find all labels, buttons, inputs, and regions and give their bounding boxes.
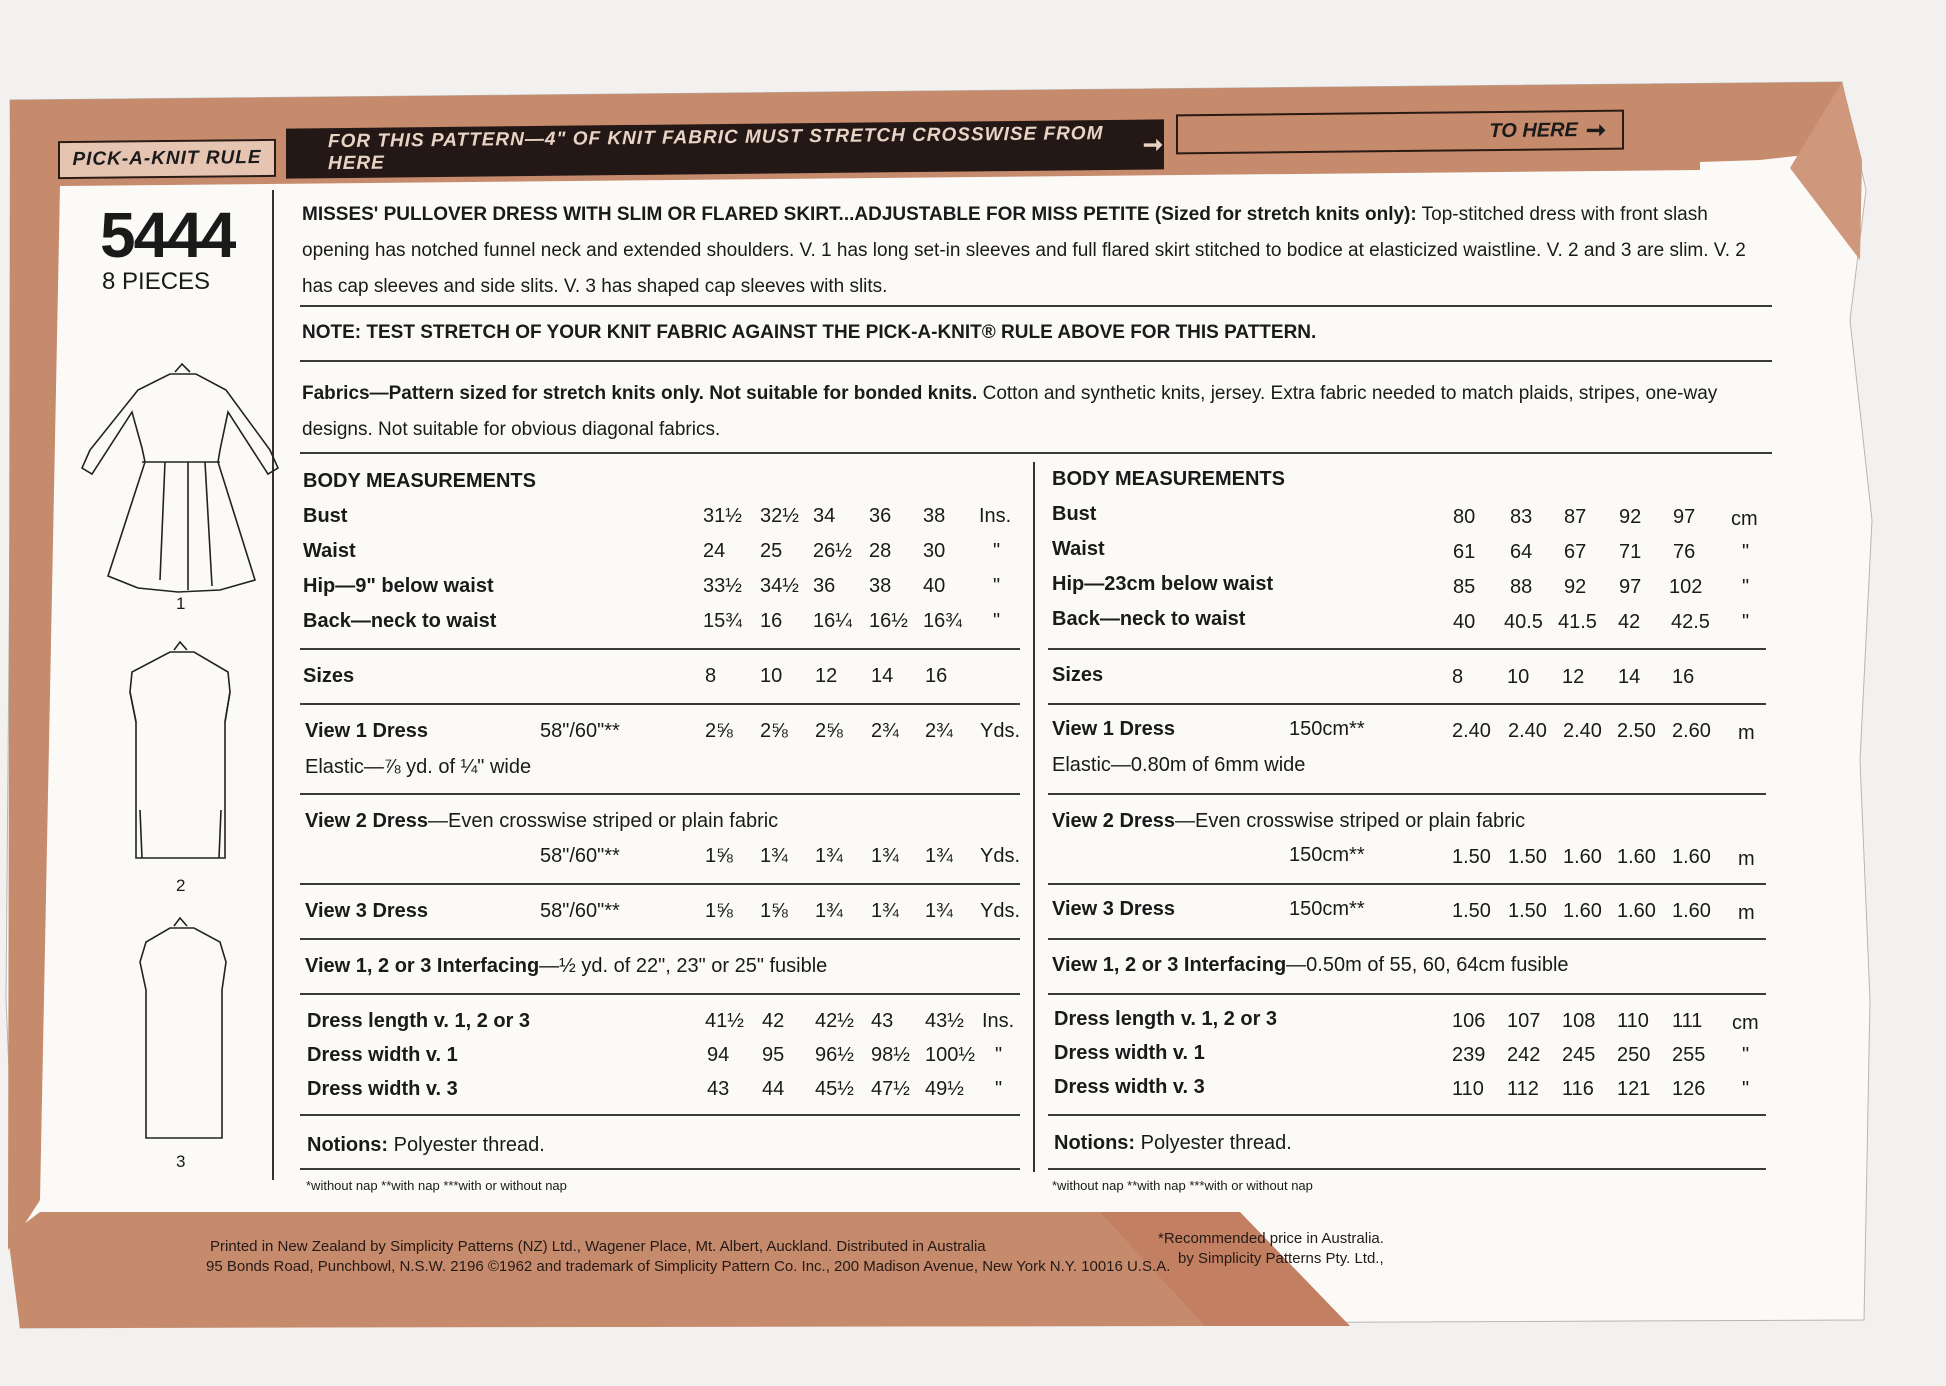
cell: 1.60	[1672, 846, 1711, 868]
divider	[300, 360, 1772, 362]
cell: 102	[1669, 576, 1703, 598]
unit: m	[1738, 848, 1755, 870]
distributor: by Simplicity Patterns Pty. Ltd.,	[1178, 1250, 1384, 1267]
metric-interfacing-label: View 1, 2 or 3 Interfacing	[1052, 954, 1287, 976]
center-column-divider	[1033, 462, 1035, 1172]
unit: Yds.	[980, 845, 1021, 867]
cell: 2.50	[1617, 720, 1656, 742]
cell: 45½	[815, 1078, 854, 1100]
cell: 2¾	[925, 720, 953, 742]
metric-interfacing	[1052, 954, 1569, 977]
cell: 30	[923, 540, 946, 562]
cell: 94	[707, 1044, 730, 1066]
imperial-view1-label: View 1 Dress	[305, 720, 429, 742]
metric-view1-label: View 1 Dress	[1052, 718, 1176, 740]
cell: 61	[1453, 541, 1476, 563]
imperial-waist-label: Waist	[303, 540, 356, 562]
metric-view2-desc: —Even crosswise striped or plain fabric	[1175, 810, 1526, 832]
cell: 16¼	[813, 610, 852, 632]
divider	[300, 1168, 1020, 1170]
divider	[1048, 1114, 1766, 1116]
imperial-view2-desc: —Even crosswise striped or plain fabric	[428, 810, 779, 832]
figure-label-2: 2	[176, 876, 186, 895]
cell: 97	[1619, 576, 1642, 598]
divider	[1048, 938, 1766, 940]
cell: 92	[1564, 576, 1587, 598]
metric-body-heading: BODY MEASUREMENTS	[1052, 468, 1285, 490]
imperial-view2-label: View 2 Dress	[305, 810, 429, 832]
cell: 40	[1453, 611, 1476, 633]
cell: 32½	[760, 505, 799, 527]
cell: 41.5	[1558, 611, 1597, 633]
unit: "	[993, 575, 1001, 597]
stretch-note: NOTE: TEST STRETCH OF YOUR KNIT FABRIC AGAINST THE PICK-A-KNIT® RULE ABOVE FOR THIS PATTERN.	[302, 322, 1317, 343]
cell: 34	[813, 505, 836, 527]
divider	[1048, 883, 1766, 885]
to-here-text: TO HERE	[1489, 118, 1578, 142]
unit: "	[1742, 1044, 1750, 1066]
imperial-interfacing-text: —½ yd. of 22", 23" or 25" fusible	[539, 955, 828, 977]
cell: 2⅝	[815, 720, 843, 742]
imperial-view2-row	[305, 810, 778, 833]
cell: 107	[1507, 1010, 1541, 1032]
cell: 38	[869, 575, 892, 597]
cell: 25	[760, 540, 783, 562]
imperial-interfacing-label: View 1, 2 or 3 Interfacing	[305, 955, 540, 977]
unit: "	[993, 610, 1001, 632]
cell: 2⅝	[705, 720, 733, 742]
metric-hip-label: Hip—23cm below waist	[1052, 573, 1274, 595]
divider	[300, 452, 1772, 454]
fabric-width: 58"/60"**	[540, 720, 620, 742]
cell: 26½	[813, 540, 852, 562]
cell: 1.60	[1617, 846, 1656, 868]
size-cell: 12	[1562, 666, 1585, 688]
cell: 40	[923, 575, 946, 597]
cell: 42	[762, 1010, 785, 1032]
size-cell: 14	[871, 665, 894, 687]
fabric-width: 150cm**	[1289, 718, 1365, 740]
cell: 242	[1507, 1044, 1541, 1066]
pattern-number: 5444	[100, 199, 235, 271]
figure-label-1: 1	[176, 594, 186, 613]
cell: 1¾	[871, 845, 899, 867]
cell: 2¾	[871, 720, 899, 742]
divider	[300, 938, 1020, 940]
cell: 34½	[760, 575, 799, 597]
imperial-elastic: Elastic—⅞ yd. of ¼" wide	[305, 756, 532, 778]
fabric-width: 58"/60"**	[540, 845, 620, 867]
unit: "	[995, 1044, 1003, 1066]
cell: 108	[1562, 1010, 1596, 1032]
cell: 1¾	[925, 845, 953, 867]
divider	[1048, 993, 1766, 995]
cell: 1¾	[815, 845, 843, 867]
unit: "	[1742, 611, 1750, 633]
imperial-view3-label: View 3 Dress	[305, 900, 429, 922]
cell: 47½	[871, 1078, 910, 1100]
figure-label-3: 3	[176, 1152, 186, 1171]
size-cell: 10	[760, 665, 783, 687]
dress-view-1-sketch	[82, 364, 278, 592]
cell: 112	[1507, 1078, 1539, 1100]
cell: 80	[1453, 506, 1476, 528]
unit: "	[1742, 576, 1750, 598]
size-cell: 14	[1618, 666, 1641, 688]
cell: 110	[1452, 1078, 1484, 1100]
cell: 1¾	[871, 900, 899, 922]
cell: 1.50	[1452, 900, 1491, 922]
cell: 116	[1562, 1078, 1594, 1100]
unit: m	[1738, 902, 1755, 924]
cell: 2.60	[1672, 720, 1711, 742]
cell: 38	[923, 505, 946, 527]
pick-a-knit-bar-text: FOR THIS PATTERN—4" OF KNIT FABRIC MUST STRETCH CROSSWISE FROM HERE	[328, 123, 1104, 175]
cell: 1¾	[925, 900, 953, 922]
cell: 1¾	[760, 845, 788, 867]
unit: Ins.	[979, 505, 1012, 527]
recommended-price: *Recommended price in Australia.	[1158, 1230, 1384, 1247]
to-here-box	[1176, 110, 1624, 155]
metric-interfacing-text: —0.50m of 55, 60, 64cm fusible	[1286, 954, 1569, 976]
cell: 239	[1452, 1044, 1486, 1066]
pick-a-knit-label: PICK-A-KNIT RULE	[58, 139, 276, 179]
divider	[300, 793, 1020, 795]
cell: 41½	[705, 1010, 744, 1032]
fabrics-text: Cotton and synthetic knits, jersey. Extra fabric needed to match plaids, stripes, one-way designs. Not suitable for obvious diagonal fabrics.	[302, 383, 1718, 440]
unit: "	[993, 540, 1001, 562]
printed-line-2: 95 Bonds Road, Punchbowl, N.S.W. 2196 ©1962 and trademark of Simplicity Pattern Co. Inc., 200 Madison Avenue, New York N.Y. 10016 U.S.A.	[206, 1258, 1171, 1275]
cell: 36	[813, 575, 836, 597]
imperial-notions	[307, 1134, 545, 1157]
metric-waist-label: Waist	[1052, 538, 1105, 560]
fabric-width: 58"/60"**	[540, 900, 620, 922]
cell: 100½	[925, 1044, 976, 1066]
fabric-width: 150cm**	[1289, 844, 1365, 866]
metric-elastic: Elastic—0.80m of 6mm wide	[1052, 754, 1306, 776]
description-text: Top-stitched dress with front slash opening has notched funnel neck and extended shoulders. V. 1 has long set-in sleeves and full flared skirt stitched to bodice at elasticized waistline. V. 2 and 3 are slim. V. 2 has cap sleeves and side slits. V. 3 has shaped cap sleeves with slits.	[302, 204, 1746, 297]
metric-view2-label: View 2 Dress	[1052, 810, 1176, 832]
fabrics-heading: Fabrics—Pattern sized for stretch knits only. Not suitable for bonded knits.	[302, 383, 978, 404]
cell: 111	[1672, 1010, 1703, 1032]
cell: 1⅝	[760, 900, 788, 922]
divider	[1048, 793, 1766, 795]
cell: 250	[1617, 1044, 1651, 1066]
cell: 16¾	[923, 610, 962, 632]
metric-view3-label: View 3 Dress	[1052, 898, 1176, 920]
cell: 2.40	[1508, 720, 1547, 742]
imperial-bust-label: Bust	[303, 505, 348, 527]
cell: 87	[1564, 506, 1587, 528]
metric-bust-label: Bust	[1052, 503, 1097, 525]
divider	[300, 883, 1020, 885]
description-heading: MISSES' PULLOVER DRESS WITH SLIM OR FLARED SKIRT...ADJUSTABLE FOR MISS PETITE (Sized for stretch knits only):	[302, 204, 1417, 225]
metric-notions-text: Polyester thread.	[1140, 1132, 1292, 1154]
fabrics-section	[302, 376, 1780, 448]
cell: 24	[703, 540, 726, 562]
cell: 36	[869, 505, 892, 527]
imperial-notions-text: Polyester thread.	[393, 1134, 545, 1156]
cell: 126	[1672, 1078, 1706, 1100]
metric-sizes-label: Sizes	[1052, 664, 1104, 686]
size-cell: 16	[1672, 666, 1695, 688]
cell: 1¾	[815, 900, 843, 922]
cell: 96½	[815, 1044, 854, 1066]
pattern-pieces: 8 PIECES	[102, 268, 211, 295]
metric-back-label: Back—neck to waist	[1052, 608, 1246, 630]
cell: 33½	[703, 575, 742, 597]
cell: 95	[762, 1044, 785, 1066]
imperial-notions-label: Notions:	[307, 1134, 389, 1156]
cell: 1.60	[1617, 900, 1656, 922]
metric-length-label: Dress length v. 1, 2 or 3	[1054, 1008, 1278, 1030]
cell: 92	[1619, 506, 1642, 528]
unit: cm	[1731, 508, 1758, 530]
cell: 42.5	[1671, 611, 1710, 633]
divider	[300, 703, 1020, 705]
size-cell: 12	[815, 665, 838, 687]
imperial-back-label: Back—neck to waist	[303, 610, 497, 632]
metric-view2-row	[1052, 810, 1525, 833]
cell: 106	[1452, 1010, 1486, 1032]
size-cell: 10	[1507, 666, 1530, 688]
view-sketches	[70, 350, 290, 1180]
cell: 43	[871, 1010, 894, 1032]
cell: 83	[1510, 506, 1533, 528]
cell: 1.60	[1563, 846, 1602, 868]
cell: 49½	[925, 1078, 964, 1100]
divider	[1048, 648, 1766, 650]
cell: 1.50	[1508, 900, 1547, 922]
metric-width1-label: Dress width v. 1	[1054, 1042, 1205, 1064]
metric-notions	[1054, 1132, 1292, 1155]
cell: 88	[1510, 576, 1533, 598]
unit: Yds.	[980, 720, 1021, 742]
divider	[300, 305, 1772, 307]
divider	[300, 1114, 1020, 1116]
imperial-length-label: Dress length v. 1, 2 or 3	[307, 1010, 531, 1032]
metric-footnote: *without nap **with nap ***with or without nap	[1052, 1178, 1313, 1193]
cell: 2⅝	[760, 720, 788, 742]
cell: 255	[1672, 1044, 1706, 1066]
imperial-interfacing	[305, 955, 827, 978]
dress-view-3-sketch	[140, 918, 226, 1138]
metric-notions-label: Notions:	[1054, 1132, 1136, 1154]
imperial-sizes-label: Sizes	[303, 665, 355, 687]
cell: 71	[1619, 541, 1642, 563]
unit: "	[1742, 1078, 1750, 1100]
divider	[1048, 1168, 1766, 1170]
imperial-body-heading: BODY MEASUREMENTS	[303, 470, 536, 492]
cell: 98½	[871, 1044, 910, 1066]
size-cell: 8	[1452, 666, 1464, 688]
unit: m	[1738, 722, 1755, 744]
cell: 28	[869, 540, 892, 562]
cell: 42½	[815, 1010, 854, 1032]
cell: 15¾	[703, 610, 742, 632]
divider	[300, 993, 1020, 995]
cell: 1.50	[1452, 846, 1491, 868]
size-cell: 8	[705, 665, 717, 687]
unit: Ins.	[982, 1010, 1015, 1032]
cell: 40.5	[1504, 611, 1543, 633]
imperial-footnote: *without nap **with nap ***with or without nap	[306, 1178, 567, 1193]
divider	[1048, 703, 1766, 705]
imperial-hip-label: Hip—9" below waist	[303, 575, 494, 597]
cell: 245	[1562, 1044, 1596, 1066]
unit: cm	[1732, 1012, 1759, 1034]
cell: 2.40	[1563, 720, 1602, 742]
dress-view-2-sketch	[130, 642, 230, 858]
cell: 97	[1673, 506, 1696, 528]
imperial-width1-label: Dress width v. 1	[307, 1044, 458, 1066]
cell: 43	[707, 1078, 730, 1100]
cell: 42	[1618, 611, 1641, 633]
cell: 2.40	[1452, 720, 1491, 742]
cell: 31½	[703, 505, 742, 527]
cell: 1.60	[1672, 900, 1711, 922]
cell: 1⅝	[705, 900, 733, 922]
cell: 76	[1673, 541, 1696, 563]
cell: 1.60	[1563, 900, 1602, 922]
printed-line-1: Printed in New Zealand by Simplicity Patterns (NZ) Ltd., Wagener Place, Mt. Albert, Auckland. Distributed in Australia	[210, 1238, 986, 1255]
cell: 110	[1617, 1010, 1649, 1032]
divider	[300, 648, 1020, 650]
cell: 121	[1617, 1078, 1651, 1100]
metric-width3-label: Dress width v. 3	[1054, 1076, 1205, 1098]
pick-a-knit-bar	[286, 119, 1164, 178]
cell: 1⅝	[705, 845, 733, 867]
fabric-width: 150cm**	[1289, 898, 1365, 920]
arrow-right-icon: ➞	[1585, 116, 1606, 144]
cell: 16½	[869, 610, 908, 632]
pattern-description	[302, 197, 1780, 305]
cell: 16	[760, 610, 783, 632]
unit: "	[1742, 541, 1750, 563]
cell: 43½	[925, 1010, 964, 1032]
cell: 64	[1510, 541, 1533, 563]
cell: 1.50	[1508, 846, 1547, 868]
cell: 44	[762, 1078, 785, 1100]
arrow-right-icon: ➞	[1142, 130, 1164, 159]
unit: Yds.	[980, 900, 1021, 922]
unit: "	[995, 1078, 1003, 1100]
imperial-width3-label: Dress width v. 3	[307, 1078, 458, 1100]
size-cell: 16	[925, 665, 948, 687]
cell: 67	[1564, 541, 1587, 563]
cell: 85	[1453, 576, 1476, 598]
